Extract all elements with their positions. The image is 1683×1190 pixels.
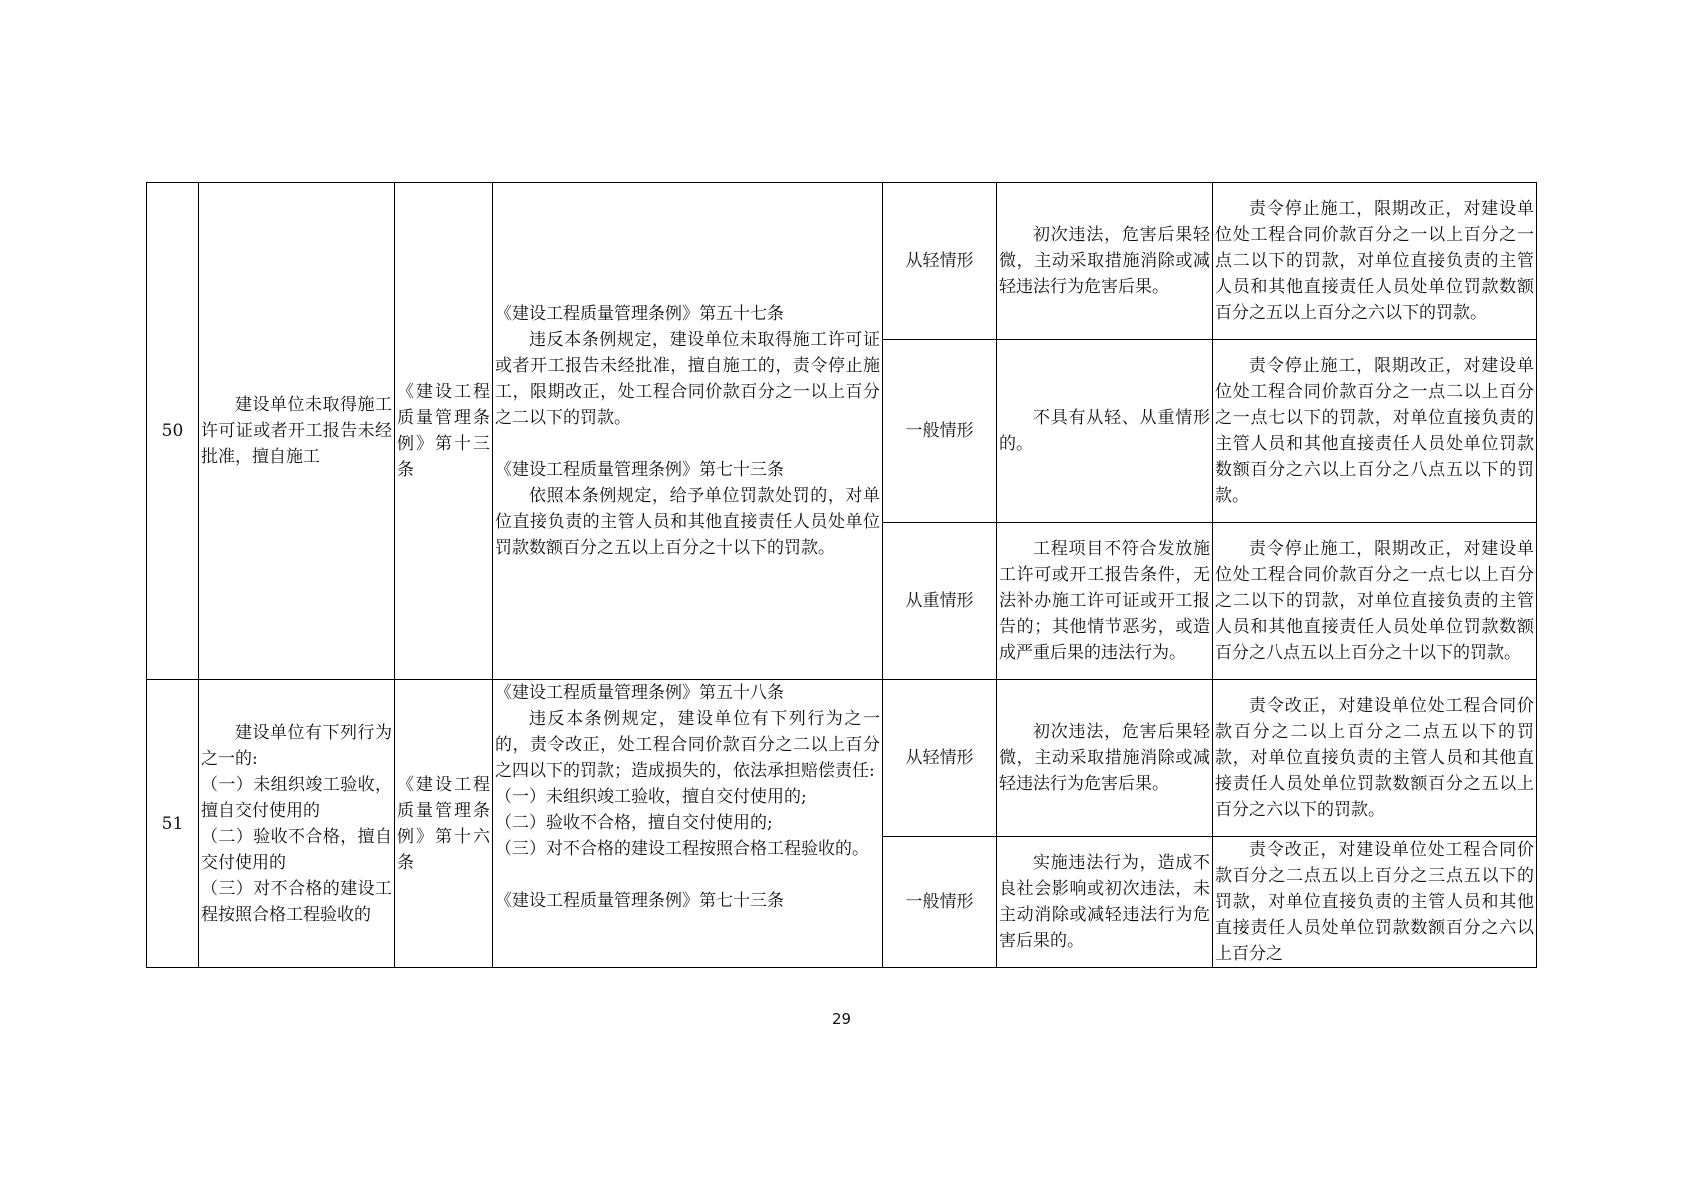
penalty-standard xyxy=(1213,523,1537,680)
provision-title: 《建设工程质量管理条例》第七十三条 xyxy=(495,891,784,911)
condition-text: 初次违法，危害后果轻微，主动采取措施消除或减轻违法行为危害后果。 xyxy=(999,722,1210,794)
provision-text: 违反本条例规定，建设单位未取得施工许可证或者开工报告未经批准，擅自施工的，责令停止施工，限期改正，处工程合同价款百分之一以上百分之二以下的罚款。 xyxy=(495,330,880,428)
provision-item: （二）验收不合格，擅自交付使用的; xyxy=(495,813,773,833)
circumstance-level: 一般情形 xyxy=(883,340,997,523)
circumstance-condition xyxy=(997,340,1213,523)
table-row xyxy=(147,183,1537,340)
provision-item: （一）未组织竣工验收，擅自交付使用的; xyxy=(495,787,807,807)
legal-basis-text: 《建设工程质量管理条例》第十三条 xyxy=(397,382,490,480)
provision-item: （三）对不合格的建设工程按照合格工程验收的。 xyxy=(495,839,869,859)
provision-title: 《建设工程质量管理条例》第五十八条 xyxy=(495,683,784,703)
circumstance-condition xyxy=(997,837,1213,968)
entry-number: 51 xyxy=(147,680,199,968)
legal-basis-text: 《建设工程质量管理条例》第十六条 xyxy=(397,774,490,873)
penalty-text: 责令改正，对建设单位处工程合同价款百分之二以上百分之二点五以下的罚款，对单位直接负责的主管人员和其他直接责任人员处单位罚款数额百分之五以上百分之六以下的罚款。 xyxy=(1215,696,1534,820)
circumstance-level: 从重情形 xyxy=(883,523,997,680)
violation-text: 建设单位未取得施工许可证或者开工报告未经批准，擅自施工 xyxy=(201,395,392,467)
penalty-standards-table xyxy=(146,182,1537,968)
entry-number: 50 xyxy=(147,183,199,680)
violation-description xyxy=(199,680,395,968)
paragraph-gap xyxy=(495,431,880,457)
paragraph-gap xyxy=(495,862,880,888)
condition-text: 不具有从轻、从重情形的。 xyxy=(999,408,1210,454)
circumstance-condition xyxy=(997,680,1213,837)
penalty-provisions xyxy=(493,680,883,968)
circumstance-level: 一般情形 xyxy=(883,837,997,968)
violation-item: （一）未组织竣工验收，擅自交付使用的 xyxy=(201,774,392,821)
condition-text: 实施违法行为，造成不良社会影响或初次违法，未主动消除或减轻违法行为危害后果的。 xyxy=(999,853,1210,951)
penalty-standard xyxy=(1213,340,1537,523)
penalty-text: 责令停止施工，限期改正，对建设单位处工程合同价款百分之一以上百分之一点二以下的罚款，对单位直接负责的主管人员和其他直接责任人员处单位罚款数额百分之五以上百分之六以下的罚款。 xyxy=(1215,199,1534,323)
provision-title: 《建设工程质量管理条例》第七十三条 xyxy=(495,460,784,480)
penalty-text: 责令改正，对建设单位处工程合同价款百分之二点五以上百分之三点五以下的罚款，对单位直接负责的主管人员和其他直接责任人员处单位罚款数额百分之六以上百分之 xyxy=(1215,840,1534,964)
page-number: 29 xyxy=(831,1010,852,1028)
circumstance-level: 从轻情形 xyxy=(883,680,997,837)
circumstance-condition xyxy=(997,183,1213,340)
violation-description xyxy=(199,183,395,680)
provision-text: 违反本条例规定，建设单位有下列行为之一的，责令改正，处工程合同价款百分之二以上百分之四以下的罚款；造成损失的，依法承担赔偿责任: xyxy=(495,709,880,781)
violation-item: （二）验收不合格，擅自交付使用的 xyxy=(201,826,392,873)
penalty-standard xyxy=(1213,183,1537,340)
circumstance-level: 从轻情形 xyxy=(883,183,997,340)
violation-item: （三）对不合格的建设工程按照合格工程验收的 xyxy=(201,878,392,925)
circumstance-condition xyxy=(997,523,1213,680)
table-row xyxy=(147,680,1537,837)
penalty-text: 责令停止施工，限期改正，对建设单位处工程合同价款百分之一点二以上百分之一点七以下的罚款，对单位直接负责的主管人员和其他直接责任人员处单位罚款数额百分之六以上百分之八点五以下的罚款。 xyxy=(1215,356,1534,506)
provision-title: 《建设工程质量管理条例》第五十七条 xyxy=(495,304,784,324)
provision-text: 依照本条例规定，给予单位罚款处罚的，对单位直接负责的主管人员和其他直接责任人员处单位罚款数额百分之五以上百分之十以下的罚款。 xyxy=(495,486,880,558)
legal-basis xyxy=(395,183,493,680)
condition-text: 工程项目不符合发放施工许可或开工报告条件，无法补办施工许可证或开工报告的；其他情节恶劣，或造成严重后果的违法行为。 xyxy=(999,539,1210,663)
penalty-text: 责令停止施工，限期改正，对建设单位处工程合同价款百分之一点七以上百分之二以下的罚款，对单位直接负责的主管人员和其他直接责任人员处单位罚款数额百分之八点五以上百分之十以下的罚款。 xyxy=(1215,539,1534,663)
violation-lead: 建设单位有下列行为之一的: xyxy=(201,722,392,769)
penalty-standard xyxy=(1213,837,1537,968)
penalty-standard xyxy=(1213,680,1537,837)
penalty-provisions xyxy=(493,183,883,680)
legal-basis xyxy=(395,680,493,968)
condition-text: 初次违法，危害后果轻微，主动采取措施消除或减轻违法行为危害后果。 xyxy=(999,225,1210,297)
